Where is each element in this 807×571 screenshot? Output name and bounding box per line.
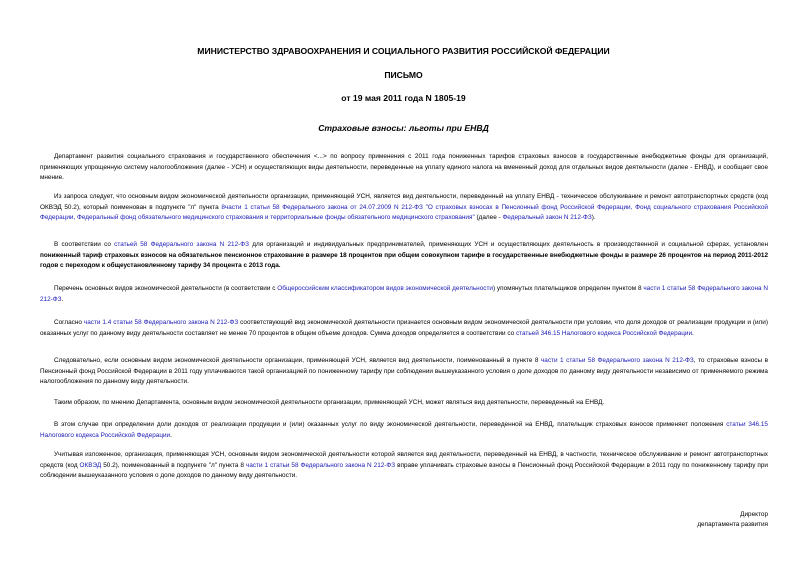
paragraph-4 [40, 284, 768, 305]
document-date-number: от 19 мая 2011 года N 1805-19 [341, 93, 466, 103]
ministry-title: МИНИСТЕРСТВО ЗДРАВООХРАНЕНИЯ И СОЦИАЛЬНОГО РАЗВИТИЯ РОССИЙСКОЙ ФЕДЕРАЦИИ [197, 46, 610, 56]
article-58-link[interactable]: статьей 58 Федерального закона N 212-ФЗ [114, 241, 249, 248]
law-212-article-58-link[interactable]: 8части 1 статьи 58 Федерального закона от 24.07.2009 N 212-ФЗ "О страховых взносах в Пенсионный фонд Российской Федерации, Фонд социального страхования Российской Федерации, Федеральный фонд обязательного медицинского страхования и территориальные фонды обязательного медицинского страхования" [40, 203, 768, 222]
paragraph-text: В соответствии со [54, 241, 115, 248]
paragraph-text: Таким образом, по мнению Департамента, основным видом экономической деятельности организации, применяющей УСН, может являться вид деятельности, переведенный на ЕНВД. [54, 399, 605, 406]
paragraph-text: . [170, 431, 172, 439]
paragraph-text: соответствующий вид экономической деятельности признается основным видом экономической деятельности при условии, что доля доходов от реализации продукции и (или) оказанных услуг по данному виду деятельности составляет не менее 70 процентов в общем объеме доходов. Сумма доходов определяется в соответствии со [40, 319, 768, 337]
law-212-link[interactable]: Федеральный закон N 212-ФЗ [502, 214, 592, 222]
okved-classifier-link[interactable]: Общероссийским классификатором видов экономической деятельности [277, 285, 493, 292]
paragraph-2 [40, 192, 768, 224]
paragraph-text: вправе уплачивать страховые взносы в Пенсионный фонд Российской Федерации в 2011 году по пониженному тарифу при соблюдении вышеуказанного условия о доле доходов по данному виду деятельности. [40, 461, 768, 480]
signature-position: Директор [740, 511, 768, 518]
document-subject: Страховые взносы: льготы при ЕНВД [318, 123, 489, 133]
reduced-tariff-bold-text: пониженный тариф страховых взносов на обязательное пенсионное страхование в размере 18 процентов при общем совокупном тарифе в государственные внебюджетные фонды в размере 26 процентов на период 2011-2012 годов с переходом к общеустановленному тарифу 34 процента с 2013 года. [40, 251, 768, 270]
paragraph-text: Учитывая изложенное, организация, применяющая УСН, основным видом экономической деятельности которой является вид деятельности, переведенный на ЕНВД, в частности, техническое обслуживание и ремонт автотранспортных средств (код [40, 451, 768, 469]
paragraph-text: . [692, 329, 694, 337]
paragraph-9 [40, 450, 768, 482]
paragraph-text: Следовательно, если основным видом экономической деятельности организации, применяющей УСН, является вид деятельности, поименованный в пункте 8 [54, 357, 541, 364]
paragraph-text: ). [591, 214, 596, 222]
paragraph-5 [40, 318, 768, 339]
paragraph-text: Перечень основных видов экономической деятельности (в соответствии с [54, 285, 278, 292]
tax-code-346-15-link[interactable]: статьей 346.15 Налогового кодекса Российской Федерации [515, 329, 693, 337]
article-58-part-1-4-link[interactable]: части 1.4 статьи 58 Федерального закона N 212-ФЗ [83, 319, 239, 326]
document-type: ПИСЬМО [384, 70, 423, 80]
paragraph-8 [40, 420, 768, 441]
paragraph-text: Из запроса следует, что основным видом экономической деятельности организации, применяющей УСН, является вид деятельности, переведенный на уплату ЕНВД - техническое обслуживание и ремонт автотранспортных средств (код ОКВЭД 50.2), который поименован в подпункте "л" пункта [40, 193, 768, 211]
article-58-part-1-link[interactable]: части 1 статьи 58 Федерального закона N 212-ФЗ [245, 461, 396, 469]
paragraph-text: Согласно [54, 319, 84, 326]
paragraph-text: для организаций и индивидуальных предпринимателей, применяющих УСН и осуществляющих деятельность в производственной и социальной сферах, установлен [249, 241, 768, 248]
paragraph-text: . [61, 295, 64, 303]
paragraph-text: Департамент развития социального страхования и государственного обеспечения <...> по вопросу применения с 2011 года пониженных тарифов страховых взносов в государственные внебюджетные фонды для организаций, применяющих упрощенную систему налогообложения (далее - УСН) и осуществляющих виды деятельности, переведенные на уплату единого налога на вмененный доход для отдельных видов деятельности (далее - ЕНВД), и сообщает свое мнение. [40, 153, 768, 182]
tax-code-346-15-link[interactable]: статьи 346.15 Налогового кодекса Российской Федерации [40, 421, 768, 439]
paragraph-text: (далее - [474, 214, 503, 222]
paragraph-3 [40, 240, 768, 272]
paragraph-text: В этом случае при определении доли доходов от реализации продукции и (или) оказанных услуг по виду экономической деятельности, переведенной на ЕНВД, плательщик страховых взносов применяет положения [54, 421, 727, 428]
paragraph-text: ) упомянутых плательщиков определен пунктом 8 [492, 285, 644, 292]
okved-link[interactable]: ОКВЭД [79, 461, 102, 469]
paragraph-text: 50.2), поименованный в подпункте "л" пункта 8 [101, 461, 246, 469]
signature-department: департамента развития [697, 521, 768, 528]
paragraph-text: , то страховые взносы в Пенсионный фонд Российской Федерации в 2011 году уплачиваются такой организацией по пониженному тарифу при соблюдении вышеуказанного условия о доле доходов по данному виду деятельности независимо от применяемого режима налогообложения по данному виду деятельности. [40, 357, 768, 386]
article-58-part-1-link[interactable]: части 1 статьи 58 Федерального закона N 212-ФЗ [40, 285, 769, 303]
paragraph-7 [40, 398, 768, 409]
paragraph-1 [40, 152, 768, 184]
article-58-part-1-link[interactable]: части 1 статьи 58 Федерального закона N 212-ФЗ [540, 357, 694, 364]
paragraph-6 [40, 356, 768, 388]
